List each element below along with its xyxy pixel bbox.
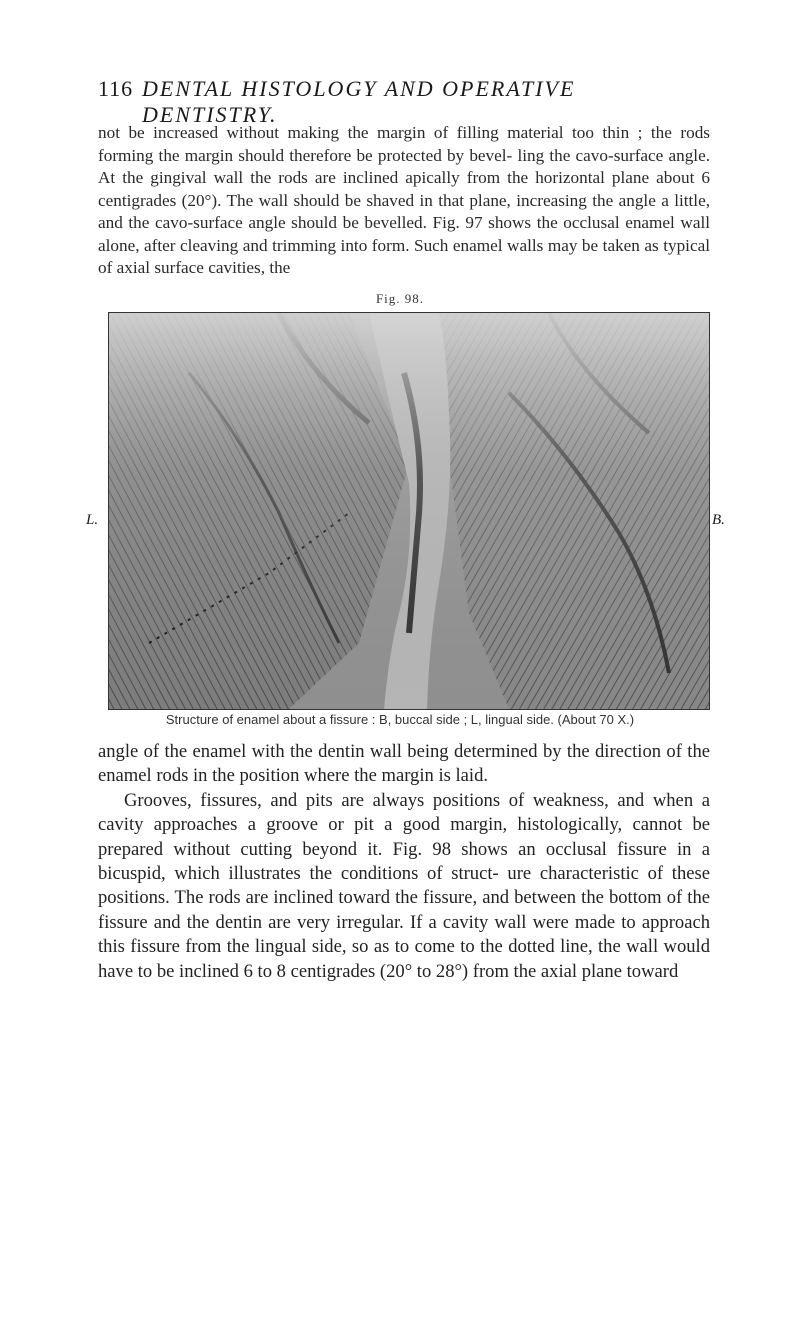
enamel-fissure-micrograph: [109, 313, 709, 709]
bottom-paragraph-2: Grooves, fissures, and pits are always positions of weakness, and when a cavity approaches a groove or pit a good margin, histologically, cannot be prepared without cutting beyond it. Fig. 98 shows an occlusal fissure in a bicuspid, which illustrates the conditions of struct- ure characteristic of these positions. The rods are inclined toward the fissure, and between the bottom of the fissure and the dentin are very irregular. If a cavity wall were made to approach this fissure from the lingual side, so as to come to the dotted line, the wall would have to be inclined 6 to 8 centigrades (20° to 28°) from the axial plane toward: [98, 789, 710, 982]
buccal-side-label: B.: [712, 512, 725, 528]
page-number: 116: [98, 76, 134, 101]
figure-caption: Structure of enamel about a fissure : B, buccal side ; L, lingual side. (About 70 X.): [165, 712, 635, 727]
bottom-text: [98, 740, 710, 984]
top-paragraph: not be increased without making the margin of filling material too thin ; the rods forming the margin should therefore be protected by bevel- ling the cavo-surface angle. At the gingival wall the rods are inclined apically from the horizontal plane about 6 centigrades (20°). The wall should be shaved in that plane, increasing the angle a little, and the cavo-surface angle should be bevelled. Fig. 97 shows the occlusal enamel wall alone, after cleaving and trimming into form. Such enamel walls may be taken as typical of axial surface cavities, the: [98, 123, 710, 277]
running-title: DENTAL HISTOLOGY AND OPERATIVE DENTISTRY.: [142, 76, 576, 127]
bottom-paragraph-1: angle of the enamel with the dentin wall being determined by the direction of the enamel rods in the position where the margin is laid.: [98, 741, 710, 787]
running-head: [98, 76, 718, 127]
figure-label: Fig. 98.: [375, 291, 425, 306]
micrograph-figure: [108, 312, 710, 710]
lingual-side-label: L.: [86, 512, 99, 528]
